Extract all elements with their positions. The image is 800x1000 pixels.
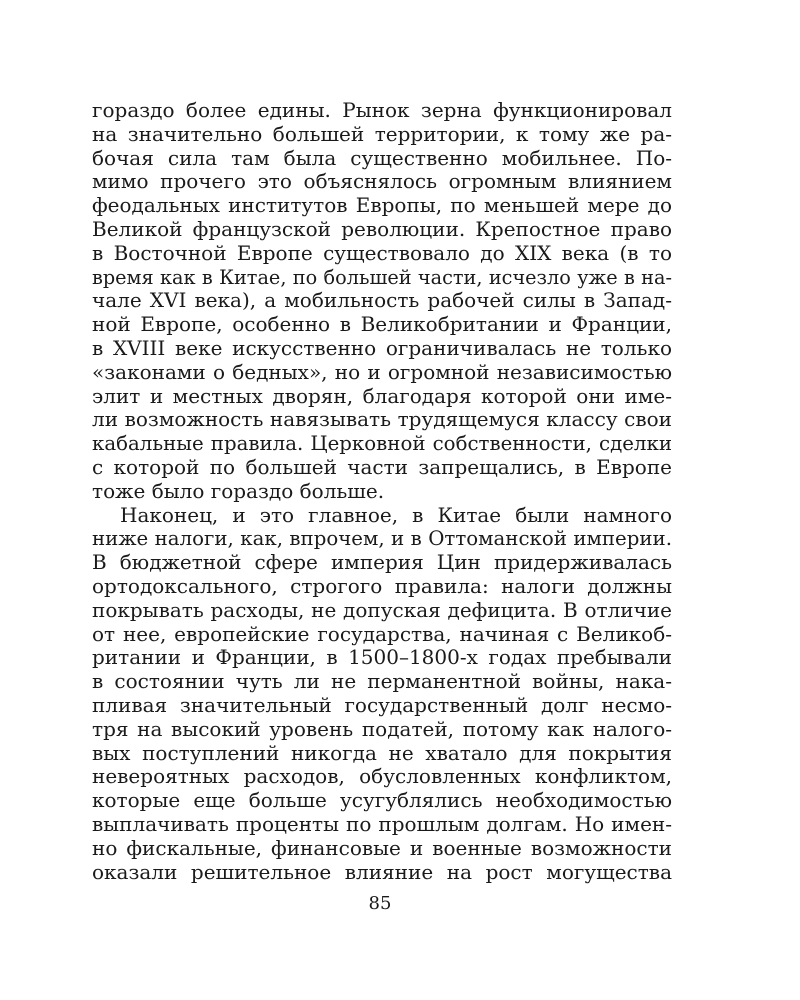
text-line: Наконец, и это главное, в Китае были намного (120, 502, 672, 527)
text-line: бочая сила там была существенно мобильнее. По- (92, 145, 672, 170)
text-line: вых поступлений никогда не хватало для покрытия (92, 740, 672, 765)
text-line: пливая значительный государственный долг несмо- (92, 692, 672, 717)
text-line: ортодоксального, строгого правила: налоги должны (92, 573, 672, 598)
text-line: гораздо более едины. Рынок зерна функционировал (92, 98, 672, 122)
text-line: выплачивать проценты по прошлым долгам. Но имен- (92, 811, 672, 836)
text-line: кабальные правила. Церковной собственности, сделки (92, 432, 672, 456)
text-line: которые еще больше усугублялись необходимостью (92, 788, 672, 813)
text-line: от нее, европейские государства, начиная с Великоб- (92, 621, 672, 646)
text-line: в состоянии чуть ли не перманентной войны, нака- (92, 669, 672, 694)
text-line: феодальных институтов Европы, по меньшей мере до (92, 193, 672, 218)
text-line: время как в Китае, по большей части, исчезло уже в на- (92, 265, 672, 289)
paragraph-1 (92, 99, 672, 504)
text-line: но фискальные, финансовые и военные возможности (92, 835, 672, 860)
text-line: «законами о бедных», но и огромной независимостью (92, 359, 672, 384)
text-line: В бюджетной сфере империя Цин придерживалась (92, 550, 672, 575)
text-line: в Восточной Европе существовало до XIX века (в то (92, 240, 672, 265)
text-line: ной Европе, особенно в Великобритании и Франции, (92, 312, 672, 337)
text-line: оказали решительное влияние на рост могущества (92, 859, 672, 884)
text-line: мимо прочего это объяснялось огромным влиянием (92, 169, 672, 194)
text-line: ритании и Франции, в 1500–1800-х годах пребывали (92, 645, 672, 670)
text-line: элит и местных дворян, благодаря которой они име- (92, 383, 672, 408)
page-number: 85 (368, 893, 392, 914)
text-line: Великой французской революции. Крепостное право (92, 216, 672, 241)
body-text (92, 99, 672, 884)
text-line: с которой по большей части запрещались, в Европе (92, 454, 672, 479)
text-line: чале XVI века), а мобильность рабочей силы в Запад- (92, 288, 672, 313)
text-line: невероятных расходов, обусловленных конфликтом, (92, 764, 672, 789)
text-line: покрывать расходы, не допуская дефицита. В отличие (92, 597, 672, 622)
text-line: тоже было гораздо больше. (92, 478, 385, 503)
text-line: ниже налоги, как, впрочем, и в Оттоманской империи. (92, 527, 672, 551)
text-line: ли возможность навязывать трудящемуся классу свои (92, 407, 672, 432)
text-line: на значительно большей территории, к тому же ра- (92, 121, 672, 146)
paragraph-2 (92, 504, 672, 885)
text-line: в XVIII веке искусственно ограничивалась не только (92, 335, 672, 360)
text-line: тря на высокий уровень податей, потому как налого- (92, 716, 672, 741)
